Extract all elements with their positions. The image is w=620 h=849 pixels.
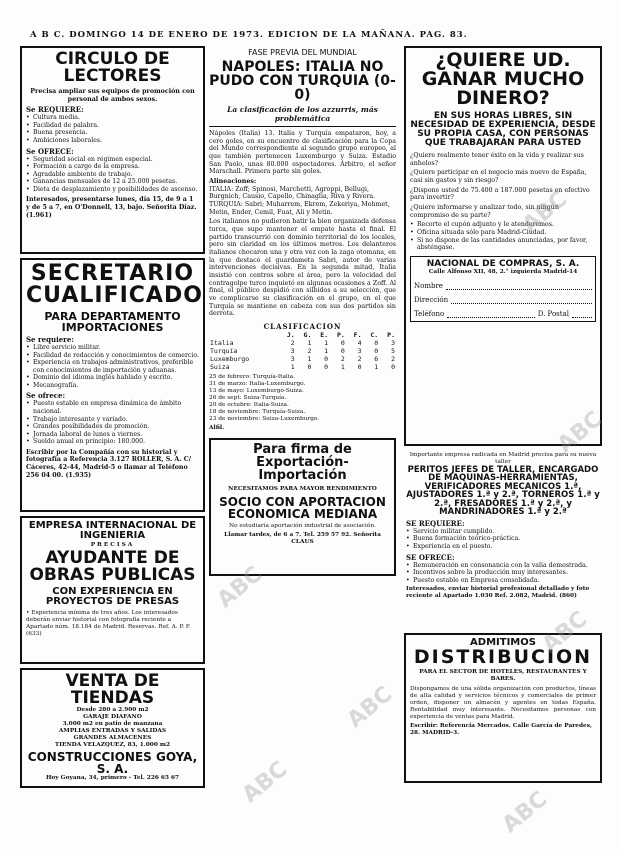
- question: ¿Quiere participar en el negocio más nuevo de España, casi sin gastos y sin riesgo?: [410, 169, 587, 185]
- article-body: Nápoles (Italia) 13. Italia y Turquía empataron, hoy, a cero goles, en su encuentro de clasificación para la Copa del Mundo correspondiente al segundo grupo europeo, al que también pertenecen Luxemburgo y Suiza. Estadio San Paolo, unas 80.000 espectadores. Árbitro, el señor Marschall. Primera parte sin goles.: [209, 130, 396, 176]
- fixture: 26 de sept: Suiza-Turquía.: [209, 394, 287, 401]
- watermark-logo: ABC: [517, 186, 573, 239]
- table-cell: 0: [340, 339, 345, 348]
- ad-title: Para firma de Exportación-Importación: [253, 441, 352, 483]
- divider: [209, 126, 396, 127]
- watermark-logo: ABC: [552, 406, 608, 459]
- ad-kicker: ADMITIMOS: [470, 637, 536, 648]
- page-header: A B C. DOMINGO 14 DE ENERO DE 1973. EDICION DE LA MAÑANA. PAG. 83.: [30, 30, 468, 40]
- table-header: P.: [387, 331, 395, 340]
- list-item: • Cultura media.: [26, 114, 199, 122]
- table-cell: 3: [357, 347, 362, 356]
- list-item: • Dieta de desplazamiento y posibilidades de ascenso.: [26, 186, 199, 194]
- table-row: [209, 339, 396, 347]
- list-item: • Puesto estable en Empresa consolidada.: [406, 577, 600, 585]
- table-cell: 1: [374, 363, 379, 372]
- ad-title: DISTRIBUCION: [413, 646, 593, 668]
- table-cell: 2: [290, 339, 295, 348]
- table-cell: 1: [307, 339, 312, 348]
- offers-label: SE OFRECE:: [406, 552, 455, 562]
- table-header: [209, 331, 279, 339]
- ad-title: VENTA DE TIENDAS: [65, 671, 160, 708]
- table-cell: 1: [290, 363, 295, 372]
- coupon-name-field[interactable]: [414, 282, 592, 290]
- table-cell: 4: [357, 339, 362, 348]
- ad-ventas: [20, 668, 205, 788]
- ad-title: AYUDANTE DE OBRAS PUBLICAS: [29, 547, 196, 585]
- ad-line: Desde 280 a 2.900 m2: [76, 707, 149, 713]
- table-row: [209, 355, 396, 363]
- coupon-phone-field[interactable]: [414, 310, 592, 318]
- table-cell: 3: [290, 355, 295, 364]
- ad-intro: Precisa ampliar sus equipos de promoción con personal de ambos sexos.: [30, 88, 195, 103]
- table-cell: 0: [374, 347, 379, 356]
- turkey-lineup: TURQUIA: Sabri; Muharrem, Ekrem, Zekeriya, Mehmet, Metin, Ender, Cemil, Fuat, Ali y Metin.: [209, 201, 390, 216]
- ad-subtitle: CON EXPERIENCIA EN PROYECTOS DE PRESAS: [45, 585, 180, 607]
- table-cell: 0: [324, 355, 329, 364]
- ad-contact: Escribir por la Compañía con su historial y fotografía a Referencia 3.127 ROLLER, S. A. C/ Cáceres, 42-44, Madrid-5 o llamar al Teléfono 256 04 00. (1.935): [26, 448, 192, 479]
- list-item: • Si no dispone de las cantidades anunciadas, por favor, absténgase.: [410, 237, 596, 252]
- article-kicker: FASE PREVIA DEL MUNDIAL: [248, 48, 357, 57]
- ad-line: AMPLIAS ENTRADAS Y SALIDAS: [58, 727, 167, 734]
- list-item: • Ganancias mensuales de 12 a 25.000 pesetas.: [26, 178, 199, 186]
- ad-company: CONSTRUCCIONES GOYA, S. A.: [27, 749, 198, 776]
- requires-label: Se REQUIERE:: [26, 105, 84, 115]
- list-item: • Trabajo interesante y variado.: [26, 416, 199, 424]
- requires-list: [406, 528, 600, 551]
- list-item: • Grandes posibilidades de promoción.: [26, 423, 199, 431]
- steps-list: [410, 221, 596, 251]
- requires-list: [26, 344, 199, 389]
- ad-jefes-taller: [404, 450, 602, 633]
- ad-line: TIENDA VELAZQUEZ, 83, 1.000 m2: [54, 741, 171, 748]
- offers-list: [406, 562, 600, 585]
- table-header: P.: [336, 331, 345, 340]
- requires-list: [26, 114, 199, 144]
- table-header: G.: [303, 331, 312, 340]
- list-item: • Buena formación teórico-práctica.: [406, 535, 600, 543]
- table-cell: Turquía: [210, 347, 238, 356]
- table-header: J.: [286, 331, 295, 340]
- list-item: • Buena presencia.: [26, 129, 199, 137]
- table-row: [209, 363, 396, 371]
- field-label: Dirección: [414, 295, 449, 304]
- list-item: • Seguridad social en régimen especial.: [26, 156, 199, 164]
- table-cell: 3: [290, 347, 295, 356]
- table-header: E.: [320, 331, 329, 340]
- ad-line: 3.000 m2 en patio de manzana: [62, 720, 163, 727]
- ad-subtitle: PARA EL SECTOR DE HOTELES, RESTAURANTES Y BARES.: [419, 669, 587, 682]
- list-item: • Experiencia en el puesto.: [406, 543, 600, 551]
- table-cell: 6: [374, 355, 379, 364]
- list-item: • Servicio militar cumplido.: [406, 528, 600, 536]
- ad-line: GRANDES ALMACENES: [73, 734, 152, 741]
- list-item: • Incentivos sobre la producción muy interesantes.: [406, 569, 600, 577]
- list-item: • Facilidad de palabra.: [26, 122, 199, 130]
- ad-subtitle: PARA DEPARTAMENTO IMPORTACIONES: [44, 310, 181, 334]
- ad-body: Dispongamos de una sólida organización con productos, líneas de alta calidad y servicios técnicos y comerciales de primer orden, disponer un almacén y agentes en todas España. Rentabilidad muy interesante. Necesitamos personas con experiencia de ventas para Madrid.: [410, 685, 596, 720]
- question: ¿Quiere informarse y analizar todo, sin ningún compromiso de su parte?: [410, 204, 559, 219]
- offers-label: Se ofrece:: [26, 391, 66, 401]
- table-cell: 1: [324, 347, 329, 356]
- table-cell: 2: [340, 355, 345, 364]
- offers-label: Se OFRECE:: [26, 146, 74, 156]
- watermark-logo: ABC: [237, 756, 293, 809]
- ad-contact: Hoy Goyana, 34, primero - Tel. 226 65 67: [45, 774, 180, 781]
- watermark-logo: ABC: [497, 786, 553, 839]
- ad-title: ¿QUIERE UD. GANAR MUCHO DINERO?: [421, 49, 585, 109]
- list-item: • Dominio del idioma inglés hablado y escrito.: [26, 374, 199, 382]
- article-byline: Alfil.: [209, 424, 225, 431]
- ad-ingenieria: [20, 516, 205, 664]
- fixtures-list: [209, 374, 396, 423]
- table-cell: 1: [307, 355, 312, 364]
- question: ¿Dispone usted de 75.400 a 187.000 pesetas en efectivo para invertir?: [410, 186, 590, 202]
- ad-dinero: [404, 46, 602, 446]
- ad-contact: Interesados, presentarse lunes, día 15, de 9 a 1 y de 5 a 7, en O'Donnell, 13, bajo. Señorita Díaz. (1.961): [26, 196, 197, 219]
- list-item: • Recorte el cupón adjunto y le atenderemos.: [410, 221, 596, 229]
- list-item: • Libre servicio militar.: [26, 344, 199, 352]
- list-item: • Puesto estable en empresa dinámica de ámbito nacional.: [26, 400, 199, 415]
- table-cell: Suiza: [210, 363, 230, 372]
- ad-contact: Escribir: Referencia Mercados. Calle García de Paredes, 28. MADRID-3.: [410, 722, 592, 736]
- table-cell: 0: [391, 363, 395, 372]
- list-item: • Mecanografía.: [26, 382, 199, 390]
- ad-contact: Llamar tardes, de 6 a 7. Tel. 259 57 92. Señorita CLAUS: [224, 531, 381, 545]
- table-header: C.: [370, 331, 379, 340]
- fixture: 31 de marzo: Italia-Luxemburgo.: [209, 381, 306, 388]
- ad-company: EMPRESA INTERNACIONAL DE INGENIERIA: [28, 520, 197, 541]
- list-item: • Sueldo anual en principio: 180.000.: [26, 438, 199, 446]
- table-cell: 2: [307, 347, 312, 356]
- ad-pitch: EN SUS HORAS LIBRES, SIN NECESIDAD DE EXPERIENCIA, DESDE SU PROPIA CASA, CON PERSONAS QUE TRABAJARAN PARA USTED: [410, 111, 596, 148]
- field-label: Teléfono: [414, 309, 445, 318]
- offers-list: [26, 156, 199, 194]
- ad-title: CIRCULO DE LECTORES: [55, 49, 170, 86]
- article-deck: La clasificación de los azzurris, más problemática: [227, 105, 378, 123]
- fixture: 23 de noviembre: Suiza-Luxemburgo.: [209, 415, 320, 422]
- field-label: Nombre: [414, 281, 443, 290]
- offers-list: [26, 400, 199, 445]
- list-item: • Experiencia en trabajos administrativos, preferible con conocimientos de importación y aduanas.: [26, 359, 199, 374]
- table-cell: Luxemburgo: [210, 355, 250, 364]
- italy-lineup: ITALIA: Zoff; Spinosi, Marchetti, Agroppi, Bellugi, Burgnich, Causio, Capello, Chinaglia, Riva y Rivera.: [209, 185, 376, 201]
- table-cell: 5: [391, 347, 395, 356]
- list-item: • Jornada laboral de lunes a viernes.: [26, 431, 199, 439]
- ad-firma: [209, 438, 396, 576]
- ad-secretario: [20, 258, 205, 512]
- ad-need: NECESITAMOS PARA MAYOR RENDIMIENTO: [228, 485, 377, 492]
- fixture: 13 de mayo: Luxemburgo-Suiza.: [209, 388, 304, 395]
- fixture: 25 de febrero: Turquía-Italia.: [209, 374, 295, 381]
- right-column: [404, 46, 602, 787]
- list-item: • Oficina situada sólo para Madrid-Ciudad.: [410, 229, 596, 237]
- fixture: 20 de octubre: Italia-Suiza.: [209, 401, 289, 408]
- table-cell: 0: [307, 363, 312, 372]
- middle-column: [205, 46, 400, 580]
- table-cell: Italia: [210, 339, 234, 348]
- table-cell: 0: [324, 363, 329, 372]
- table-cell: 2: [357, 355, 362, 364]
- table-cell: 0: [340, 347, 345, 356]
- list-item: • Remuneración en consonancia con la valía demostrada.: [406, 562, 600, 570]
- ad-title: PERITOS JEFES DE TALLER, ENCARGADO DE MAQUINAS-HERRAMIENTAS, VERIFICADORES MECANICOS 1.ª, AJUSTADORES 1.ª y 2.ª, TORNEROS 1.ª y 2.ª, FRESADORES 1.ª y 2.ª, y MANDRINADORES 1.ª y 2.ª: [406, 464, 600, 518]
- table-cell: 0: [374, 339, 379, 348]
- ad-note: No estudiaría aportación industrial de asociación.: [229, 522, 376, 529]
- list-item: • Agradable ambiente de trabajo.: [26, 171, 199, 179]
- ad-details: • Experiencia mínima de tres años. Los interesados deberán enviar historial con fotografía reciente a Apartado núm. 18.184 de Madrid. Reservas. Ref. A. P. F. (633): [26, 609, 191, 637]
- table-cell: 1: [340, 363, 345, 372]
- watermark-logo: ABC: [212, 561, 268, 614]
- ad-intro: Importante empresa radicada en Madrid precisa para su nueva taller: [409, 452, 597, 465]
- requires-label: SE REQUIERE:: [406, 518, 465, 528]
- ad-contact: Interesados, enviar historial profesional detallado y foto reciente al Apartado 1.030 Ref. 2.082, Madrid. (860): [406, 586, 590, 600]
- table-header: F.: [353, 331, 362, 340]
- coupon-title: NACIONAL DE COMPRAS, S. A.: [426, 258, 580, 269]
- list-item: • Ambiciones laborales.: [26, 137, 199, 145]
- ad-precisa: PRECISA: [90, 542, 135, 548]
- watermark-logo: ABC: [537, 606, 593, 659]
- coupon-address: Calle Alfonso XII, 48, 2.° izquierda Madrid-14: [428, 268, 578, 275]
- table-cell: 3: [391, 339, 395, 348]
- table-cell: 1: [324, 339, 329, 348]
- table-row: [209, 347, 396, 355]
- article-body-2: Los italianos no pudieron batir la bien organizada defensa turca, que supo mantener el empate hasta el final. El partido transcurrió con dominio territorial de los locales, pero sin claridad en los últimos metros. Los delanteros italianos chocaron una y otra vez con la zaga otomana, en la que destacó el guardameta Sabri, autor de varias intervenciones decisivas. En la segunda mitad, Italia insistió con centros sobre el área, pero la velocidad del contragolpe turco inquietó en algunas ocasiones a Zoff. Al final, el público despidió con silbidos a su selección, que ve complicarse su clasificación en el grupo, en el que Turquía se mantiene en cabeza con sus dos partidos sin derrota.: [209, 218, 396, 318]
- list-item: • Facilidad de redacción y conocimientos de comercio.: [26, 352, 199, 360]
- table-cell: 2: [391, 355, 395, 364]
- table-cell: 0: [357, 363, 362, 372]
- standings-table: [209, 331, 396, 371]
- list-item: • Formación a cargo de la empresa.: [26, 163, 199, 171]
- ad-line: GARAJE DIAFANO: [83, 713, 142, 720]
- ad-socio: SOCIO CON APORTACION ECONOMICA MEDIANA: [219, 494, 386, 521]
- requires-label: Se requiere:: [26, 335, 74, 344]
- left-column: [20, 46, 205, 792]
- watermark-logo: ABC: [342, 681, 398, 734]
- table-title: CLASIFICACION: [263, 322, 342, 332]
- coupon[interactable]: [410, 256, 596, 322]
- question: ¿Quiere realmente tener éxito en la vida y realizar sus anhelos?: [410, 152, 584, 167]
- aligns-label: Alineaciones:: [209, 178, 257, 186]
- ad-circulo-lectores: [20, 46, 205, 254]
- fixture: 18 de noviembre: Turquía-Suiza.: [209, 408, 306, 415]
- field-label: D. Postal: [537, 309, 569, 318]
- coupon-address-field[interactable]: [414, 296, 592, 304]
- ad-title: SECRETARIO CUALIFICADO: [26, 261, 203, 308]
- article-headline: NAPOLES: ITALIA NO PUDO CON TURQUIA (0-0): [209, 59, 396, 103]
- ad-distribucion: [404, 633, 602, 783]
